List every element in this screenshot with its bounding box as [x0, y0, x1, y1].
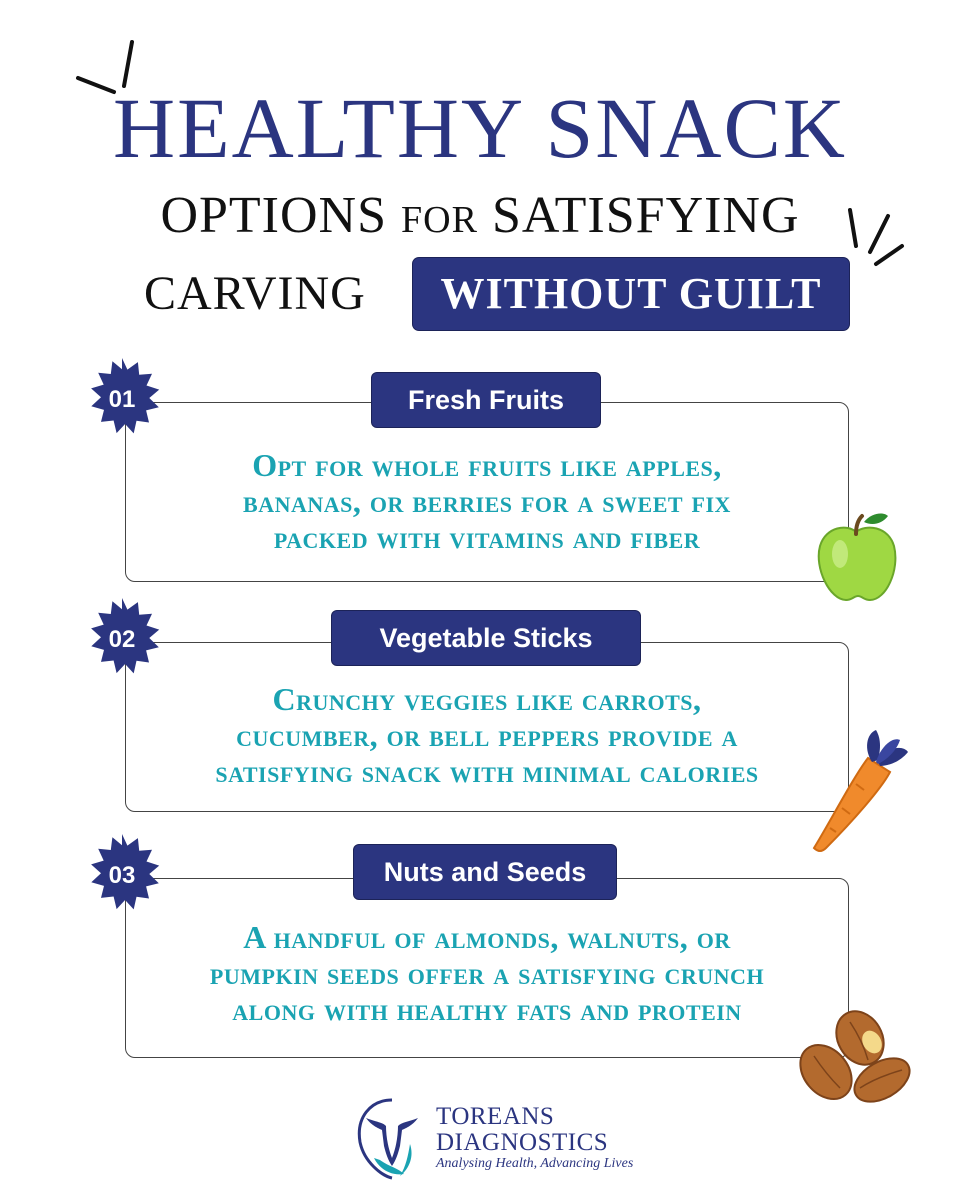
- logo-icon: [352, 1096, 432, 1180]
- card-description: [126, 681, 848, 789]
- logo-name-line2: DIAGNOSTICS: [436, 1129, 609, 1156]
- subtitle-for: FOR: [401, 199, 478, 241]
- logo-name-line1: TOREANS: [436, 1103, 555, 1130]
- number-badge: [80, 358, 164, 442]
- card-line: Opt for whole fruits like apples,: [252, 447, 722, 483]
- apple-icon: [812, 510, 902, 606]
- badge-number: 01: [108, 386, 136, 413]
- card-line: cucumber, or bell peppers provide a: [236, 717, 738, 753]
- subtitle-carving: CARVING: [144, 267, 366, 320]
- card-line: Crunchy veggies like carrots,: [272, 681, 702, 717]
- card-title-pill: Vegetable Sticks: [332, 611, 640, 665]
- subtitle-options: OPTIONS: [160, 187, 388, 244]
- card-description: [126, 447, 848, 555]
- card-line: pumpkin seeds offer a satisfying crunch: [209, 955, 765, 991]
- page-subtitle: [0, 186, 960, 250]
- highlight-banner: WITHOUT GUILT: [413, 258, 849, 330]
- logo-text: [436, 1104, 633, 1172]
- card-line: along with healthy fats and protein: [232, 991, 742, 1027]
- snack-card-fresh-fruits: [125, 402, 849, 582]
- page-title: HEALTHY SNACK: [113, 80, 847, 176]
- card-line: packed with vitamins and fiber: [273, 519, 701, 555]
- logo-tagline: Analysing Health, Advancing Lives: [436, 1156, 634, 1171]
- almonds-icon: [798, 1006, 914, 1106]
- card-line: satisfying snack with minimal calories: [215, 753, 759, 789]
- card-title-pill: Fresh Fruits: [372, 373, 600, 427]
- snack-card-nuts-and-seeds: [125, 878, 849, 1058]
- card-description: [126, 919, 848, 1027]
- snack-card-vegetable-sticks: [125, 642, 849, 812]
- card-line: bananas, or berries for a sweet fix: [243, 483, 731, 519]
- carrot-icon: [806, 722, 912, 858]
- badge-number: 02: [108, 626, 136, 653]
- subtitle-satisfying: SATISFYING: [491, 187, 800, 244]
- number-badge: [80, 834, 164, 918]
- number-badge: [80, 598, 164, 682]
- badge-number: 03: [108, 862, 136, 889]
- card-line: A handful of almonds, walnuts, or: [243, 919, 731, 955]
- card-title-pill: Nuts and Seeds: [354, 845, 616, 899]
